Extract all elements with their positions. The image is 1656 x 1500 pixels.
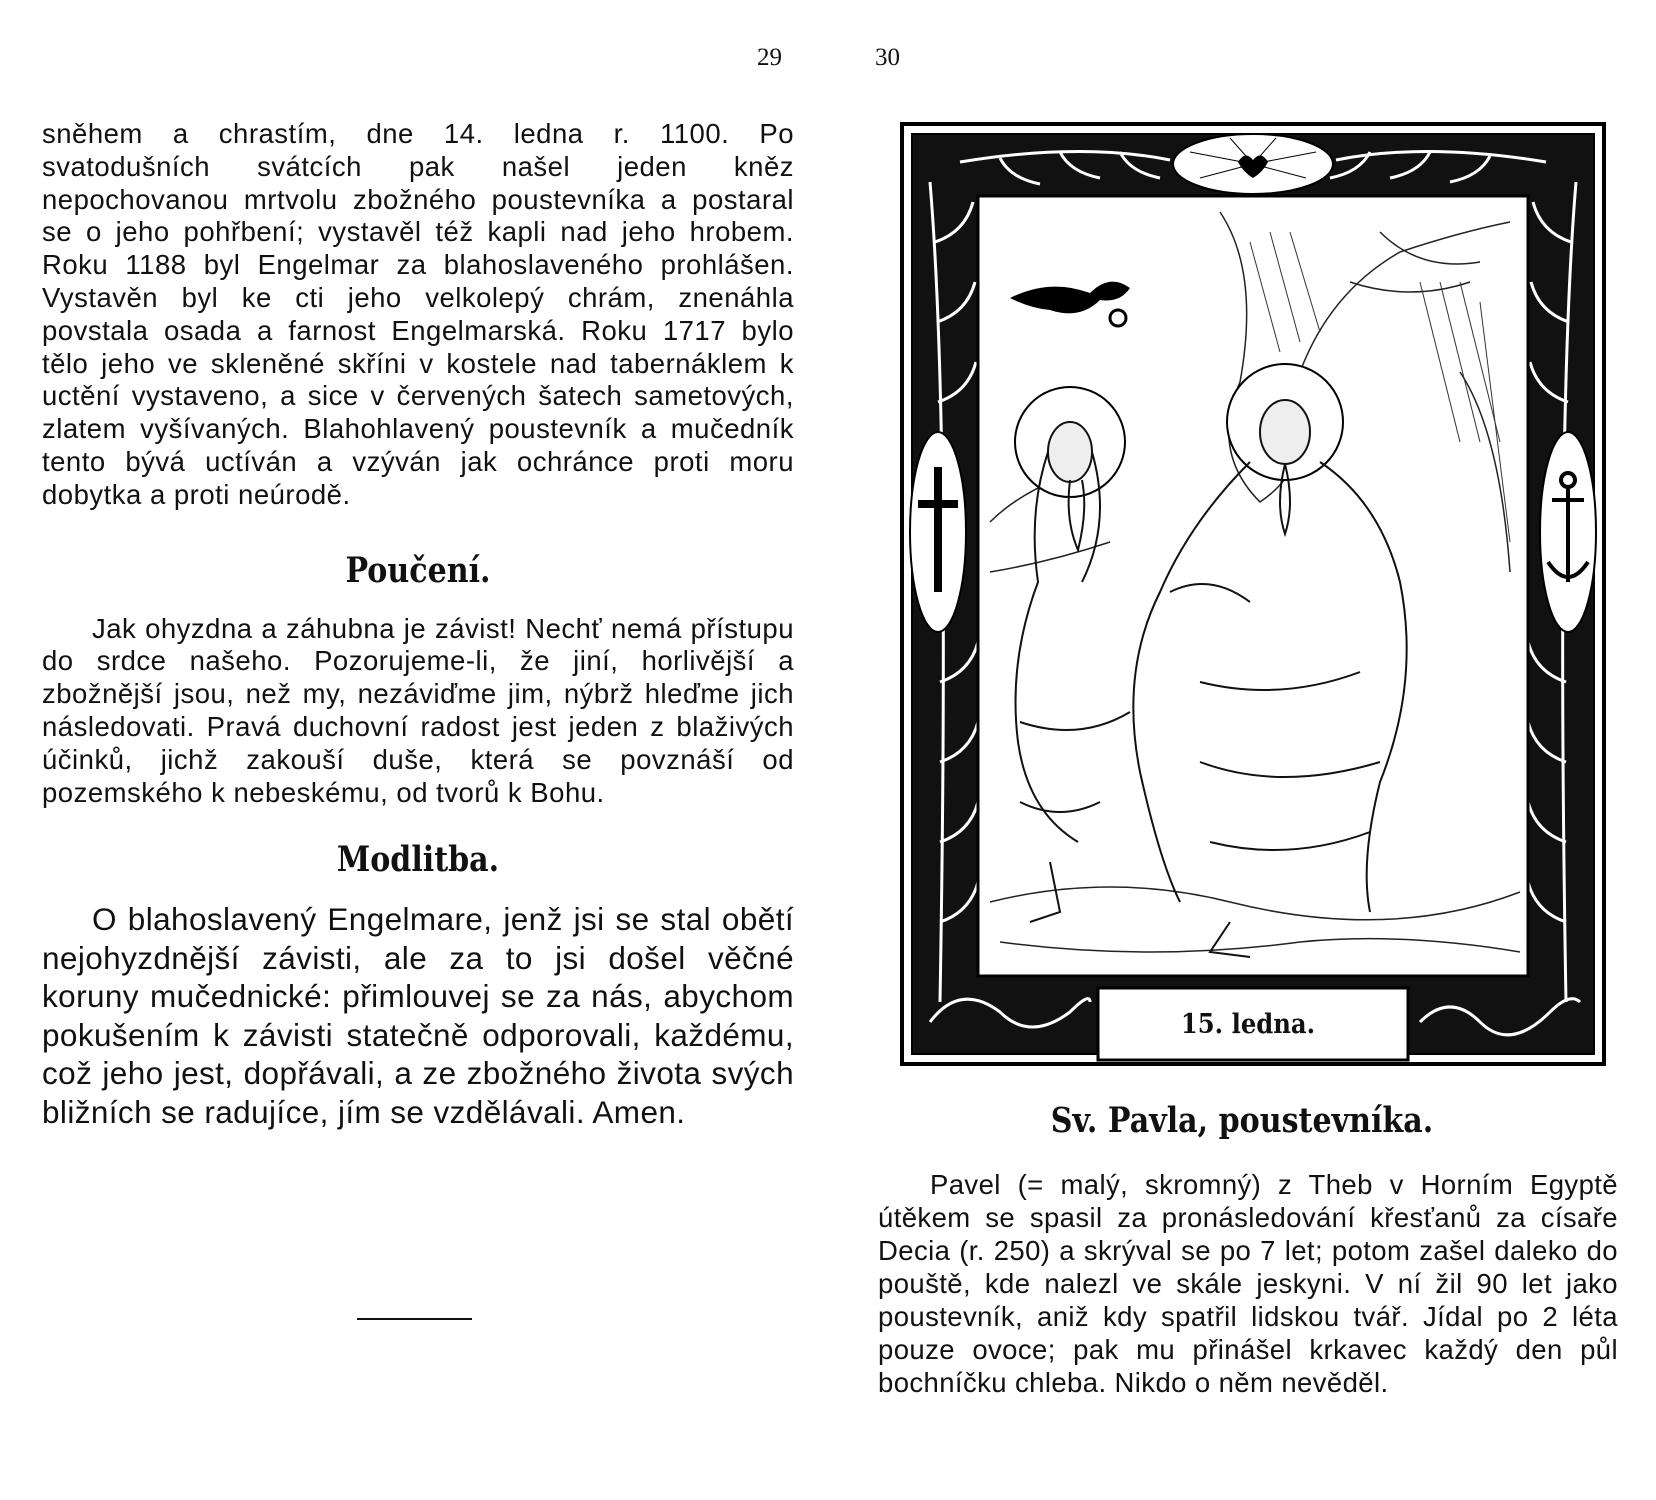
- heading-prayer: Modlitba.: [336, 839, 500, 881]
- saints-illustration: [900, 122, 1606, 1066]
- end-divider-rule: [357, 1318, 472, 1320]
- left-text-column: [42, 118, 794, 1131]
- paragraph-engelmar-end: sněhem a chrastím, dne 14. ledna r. 1100. Po svatodušních svátcích pak našel jeden kněz nepochovanou mrtvolu zbožného poustevníka a postaral se o jeho pohřbení; vystavěl též kapli nad jeho hrobem. Roku 1188 byl Engelmar za blahoslaveného prohlášen. Vystavěn byl ke cti jeho velkolepý chrám, znenáhla povstala osada a farnost Engelmarská. Roku 1717 bylo tělo jeho ve skleněné skříni v kostele nad tabernáklem k uctění vystaveno, a sice v červených šatech sametových, zlatem vyšívaných. Blahohlavený poustevník a mučedník tento bývá uctíván a vzýván jak ochránce proti moru dobytka a proti neúrodě.: [42, 118, 794, 510]
- heading-instruction: Poučení.: [345, 549, 491, 591]
- paragraph-saint-paul: Pavel (= malý, skromný) z Theb v Horním Egyptě útěkem se spasil za pronásledování křesťanů za císaře Decia (r. 250) a skrýval se po 7 let; potom zašel daleko do pouště, kde nalezl ve skále jeskyni. V ní žil 90 let jako poustevník, aniž kdy spatřil lidskou tvář. Jídal po 2 léta pouze ovoce; pak mu přinášel krkavec každý den půl bochníčku chleba. Nikdo o něm nevěděl.: [878, 1169, 1618, 1398]
- picture-panel: [978, 196, 1528, 976]
- paragraph-prayer: O blahoslavený Engelmare, jenž jsi se stal obětí nejohyzdnější závisti, ale za to jsi došel věčné koruny mučednické: přimlouvej se za nás, abychom pokušením k závisti statečně odporovali, každému, což jeho jest, dopřávali, a ze zbožného života svých bližních se radujíce, jím se vzdělávali. Amen.: [42, 901, 794, 1130]
- illustration-caption: 15. ledna.: [1180, 1008, 1316, 1040]
- page-number-left: 29: [757, 44, 782, 71]
- page-number-right: 30: [875, 44, 900, 71]
- right-text-column: [878, 1168, 1618, 1399]
- paragraph-instruction: Jak ohyzdna a záhubna je závist! Nechť nemá přístupu do srdce našeho. Pozorujeme-li, že jiní, horlivější a zbožnější jsou, než my, nezáviďme jim, nýbrž hleďme jich následovati. Pravá duchovní radost jest jeden z blaživých účinků, jichž zakouší duše, která se povznáší od pozemského k nebeskému, od tvorů k Bohu.: [42, 612, 794, 808]
- heading-saint-paul: Sv. Pavla, poustevníka.: [1050, 1100, 1434, 1141]
- saints-illustration-frame: [900, 122, 1606, 1066]
